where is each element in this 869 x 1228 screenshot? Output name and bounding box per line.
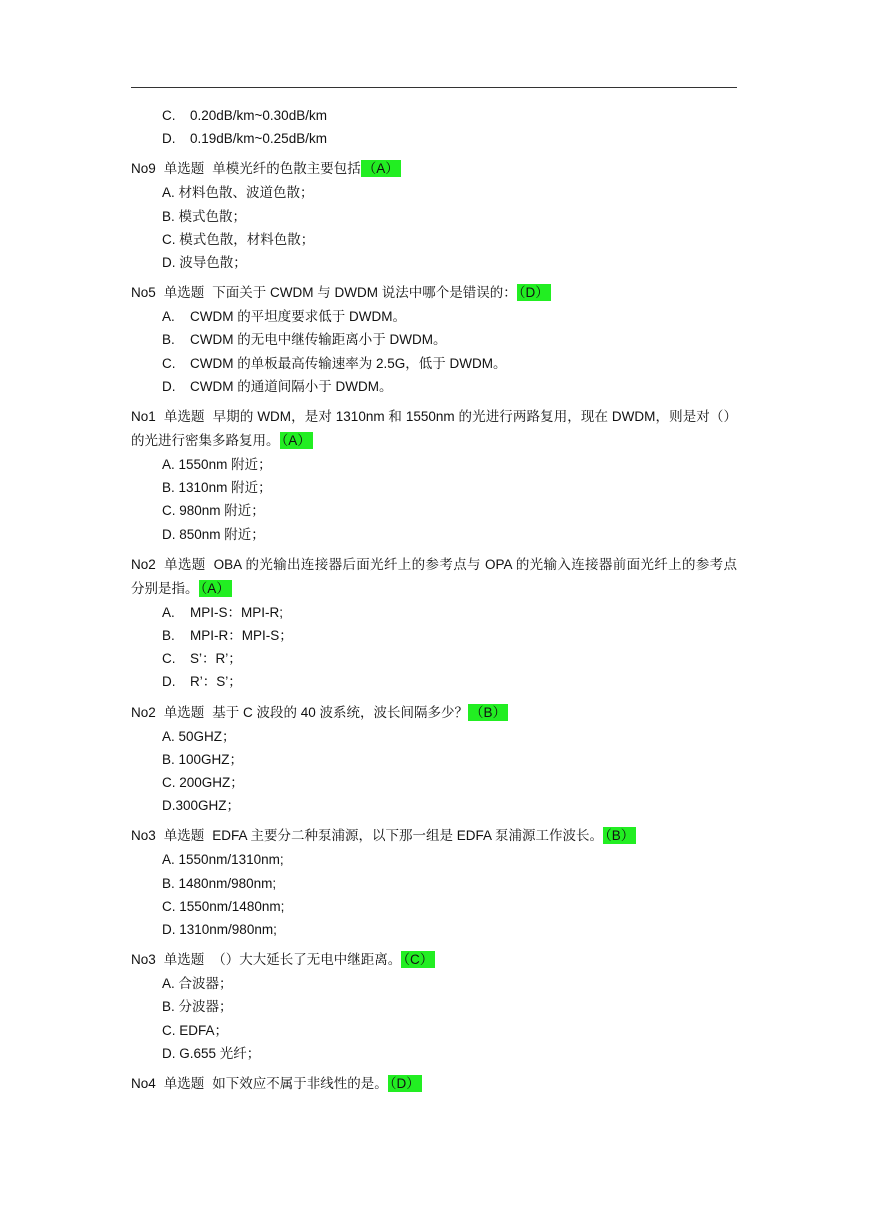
question-continued — [131, 104, 737, 150]
question-stem: No2 单选题 OBA 的光输出连接器后面光纤上的参考点与 OPA 的光输入连接器前面光纤上的参考点分别是指。 （A） — [131, 556, 738, 596]
option: B. 100GHZ； — [162, 751, 244, 767]
option: A. 合波器； — [162, 976, 233, 992]
option: D. G.655 光纤； — [162, 1045, 261, 1061]
question-stem: No3 单选题 （）大大延长了无电中继距离。 （C） — [131, 952, 434, 968]
option: C. CWDM 的单板最高传输速率为 2.5G，低于 DWDM。 — [162, 355, 507, 371]
option: D. 1310nm/980nm; — [162, 922, 277, 938]
answer-highlight: （C） — [403, 952, 434, 968]
question-stem: No9 单选题 单模光纤的色散主要包括 （A） — [131, 161, 399, 177]
answer-highlight: （B） — [470, 704, 507, 720]
question — [131, 405, 737, 546]
header-rule — [131, 87, 737, 88]
option: B. CWDM 的无电中继传输距离小于 DWDM。 — [162, 332, 447, 348]
option: C. 200GHZ； — [162, 775, 244, 791]
question — [131, 948, 737, 1065]
question — [131, 1072, 737, 1096]
option: A. 1550nm 附近； — [162, 457, 272, 473]
answer-highlight: （A） — [362, 161, 399, 177]
question-stem: No4 单选题 如下效应不属于非线性的是。 （D） — [131, 1076, 420, 1092]
option: D. CWDM 的通道间隔小于 DWDM。 — [162, 378, 393, 394]
option: B. 模式色散； — [162, 208, 247, 224]
option: C. EDFA； — [162, 1022, 229, 1038]
question — [131, 701, 737, 818]
option: A. 50GHZ； — [162, 728, 236, 744]
option: B. MPI-R：MPI-S； — [162, 628, 293, 644]
option: A. 材料色散、波道色散； — [162, 185, 314, 201]
option: C. 模式色散，材料色散； — [162, 231, 315, 247]
answer-highlight: （A） — [200, 580, 230, 596]
option-c: C. 0.20dB/km~0.30dB/km — [162, 108, 327, 123]
option: B. 1480nm/980nm; — [162, 875, 277, 891]
option-d: D. 0.19dB/km~0.25dB/km — [162, 131, 327, 147]
option: D. R’：S’； — [162, 674, 242, 690]
question — [131, 157, 737, 274]
question-stem: No5 单选题 下面关于 CWDM 与 DWDM 说法中哪个是错误的： （D） — [131, 285, 549, 301]
question-stem: No2 单选题 基于 C 波段的 40 波系统，波长间隔多少？ （B） — [131, 704, 507, 720]
question — [131, 824, 737, 941]
option: B. 1310nm 附近； — [162, 480, 272, 496]
answer-highlight: （D） — [518, 285, 549, 301]
option: C. 980nm 附近； — [162, 503, 265, 519]
option: D. 850nm 附近； — [162, 526, 265, 542]
question-stem: No1 单选题 早期的 WDM，是对 1310nm 和 1550nm 的光进行两路复用，现在 DWDM，则是对（）的光进行密集多路复用。 （A） — [131, 409, 738, 449]
option: D. 波导色散； — [162, 255, 247, 271]
option: B. 分波器； — [162, 999, 233, 1015]
option: A. 1550nm/1310nm; — [162, 852, 284, 868]
option: C. S’：R’； — [162, 651, 242, 667]
option: D.300GHZ； — [162, 798, 241, 814]
question-list — [131, 104, 737, 1103]
answer-highlight: （D） — [389, 1076, 420, 1092]
question — [131, 553, 737, 694]
option: C. 1550nm/1480nm; — [162, 898, 285, 914]
question-stem: No3 单选题 EDFA 主要分二种泵浦源，以下那一组是 EDFA 泵浦源工作波长。 （B） — [131, 828, 635, 844]
option: A. CWDM 的平坦度要求低于 DWDM。 — [162, 309, 406, 325]
answer-highlight: （A） — [281, 433, 311, 449]
question — [131, 281, 737, 398]
option: A. MPI-S：MPI-R; — [162, 604, 283, 620]
answer-highlight: （B） — [605, 828, 635, 844]
